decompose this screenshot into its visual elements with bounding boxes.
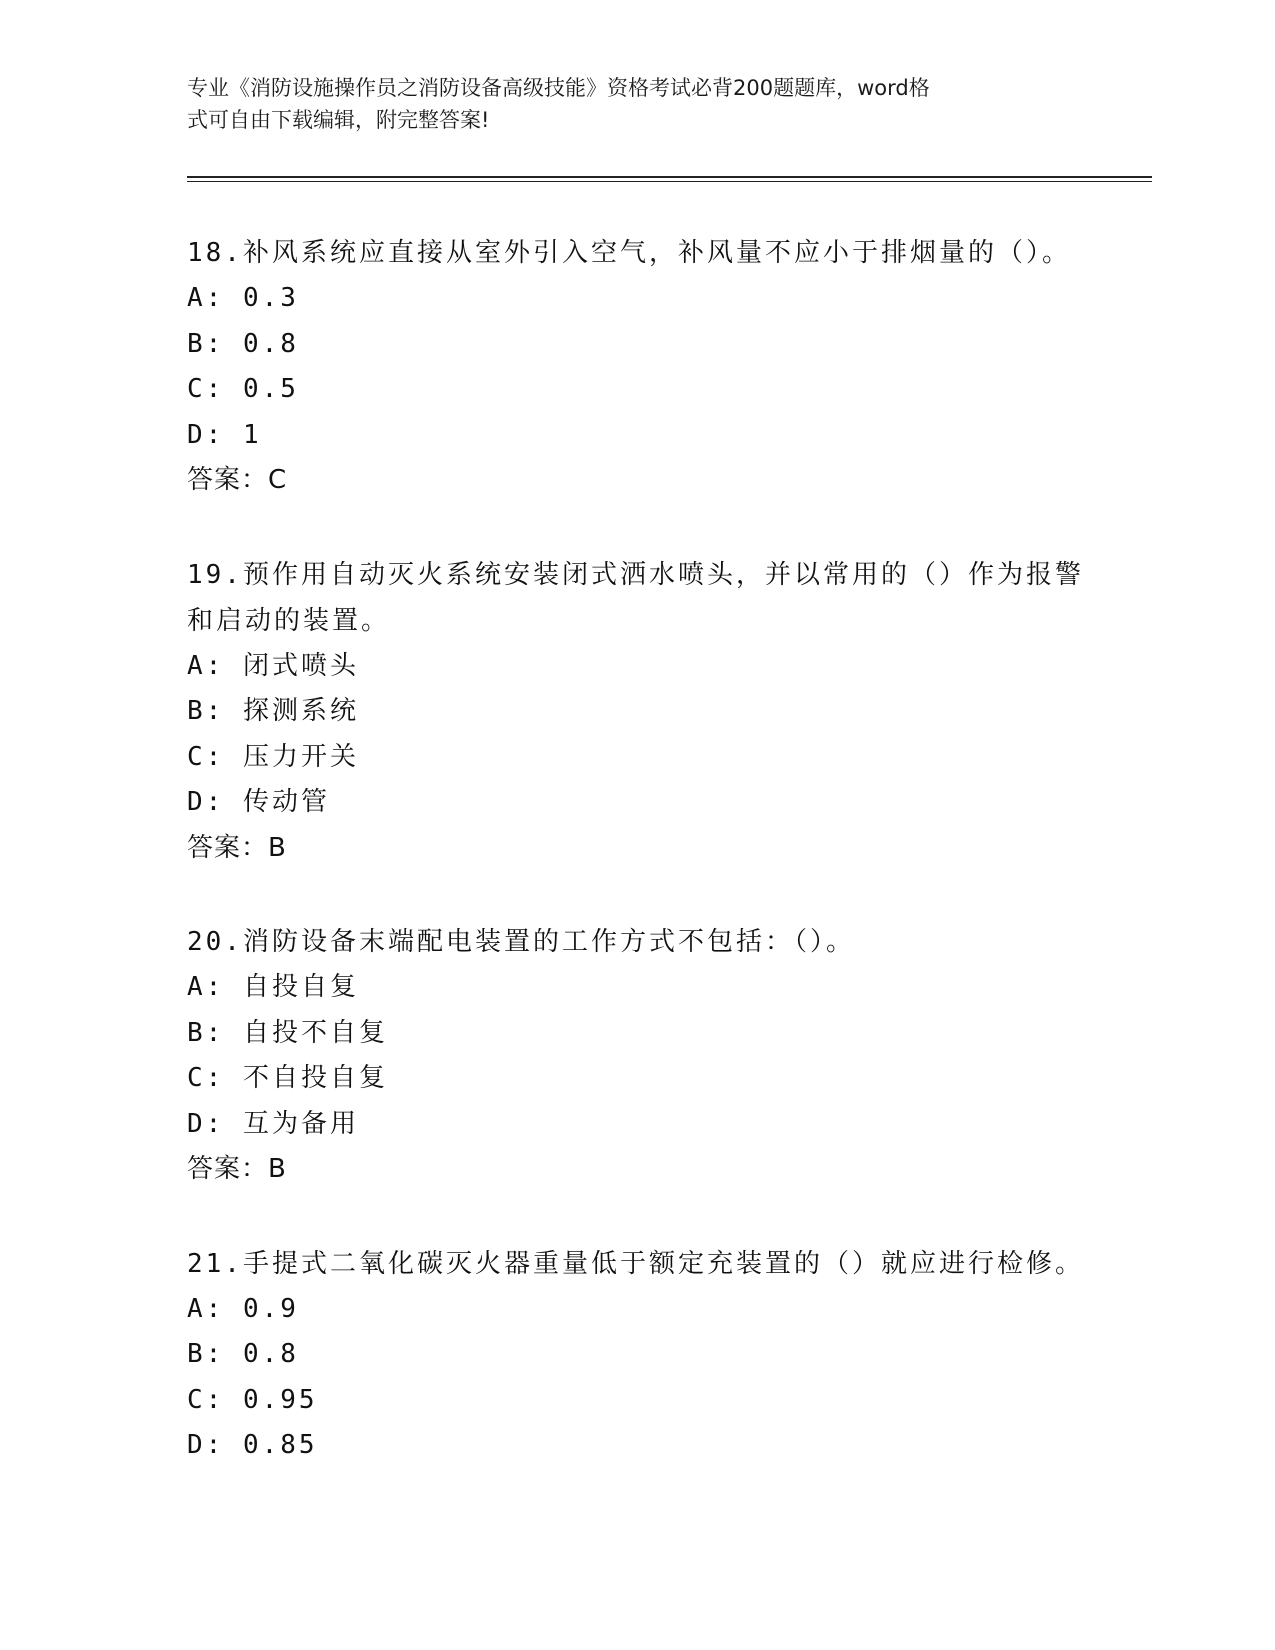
question-19 <box>187 552 1087 872</box>
answer-label: 答案： <box>187 832 269 863</box>
option-b: B: 0.8 <box>187 1339 299 1369</box>
option-d: D: 传动管 <box>187 787 330 817</box>
option-b: B: 探测系统 <box>187 696 359 726</box>
option-c: C: 0.95 <box>187 1384 318 1415</box>
header-line-2: 式可自由下载编辑，附完整答案! <box>187 108 490 132</box>
answer-label: 答案： <box>187 1154 269 1184</box>
question-title: 21.手提式二氧化碳灭火器重量低于额定充装置的（）就应进行检修。 <box>187 1248 1084 1279</box>
answer-line <box>187 826 1087 872</box>
option-d: D: 1 <box>187 419 262 450</box>
answer-line <box>187 1147 1087 1193</box>
answer-value: B <box>268 1154 286 1184</box>
option-c: C: 不自投自复 <box>187 1063 388 1093</box>
header-line-1: 专业《消防设施操作员之消防设备高级技能》资格考试必背200题题库，word格 <box>187 76 930 100</box>
question-title: 20.消防设备末端配电装置的工作方式不包括：（）。 <box>187 927 855 957</box>
option-c: C: 压力开关 <box>187 741 359 772</box>
answer-line <box>187 458 1087 504</box>
option-c: C: 0.5 <box>187 374 299 404</box>
answer-value: B <box>268 832 286 863</box>
option-b: B: 0.8 <box>187 328 299 359</box>
header-divider-thick <box>187 176 1152 178</box>
option-a: A: 0.9 <box>187 1293 299 1324</box>
question-21 <box>187 1241 1087 1469</box>
answer-label: 答案： <box>187 465 269 495</box>
document-header <box>187 72 1067 136</box>
question-title: 18.补风系统应直接从室外引入空气，补风量不应小于排烟量的（）。 <box>187 238 1071 268</box>
option-d: D: 0.85 <box>187 1430 318 1460</box>
option-d: D: 互为备用 <box>187 1108 359 1139</box>
header-divider-thin <box>187 181 1152 182</box>
option-a: A: 0.3 <box>187 283 299 313</box>
question-title: 19.预作用自动灭火系统安装闭式洒水喷头，并以常用的（）作为报警和启动的装置。 <box>187 559 1084 636</box>
option-b: B: 自投不自复 <box>187 1017 388 1048</box>
option-a: A: 自投自复 <box>187 972 359 1002</box>
question-20 <box>187 919 1087 1193</box>
question-18 <box>187 230 1087 504</box>
question-list <box>187 230 1087 1517</box>
option-a: A: 闭式喷头 <box>187 650 359 681</box>
answer-value: C <box>268 465 287 495</box>
